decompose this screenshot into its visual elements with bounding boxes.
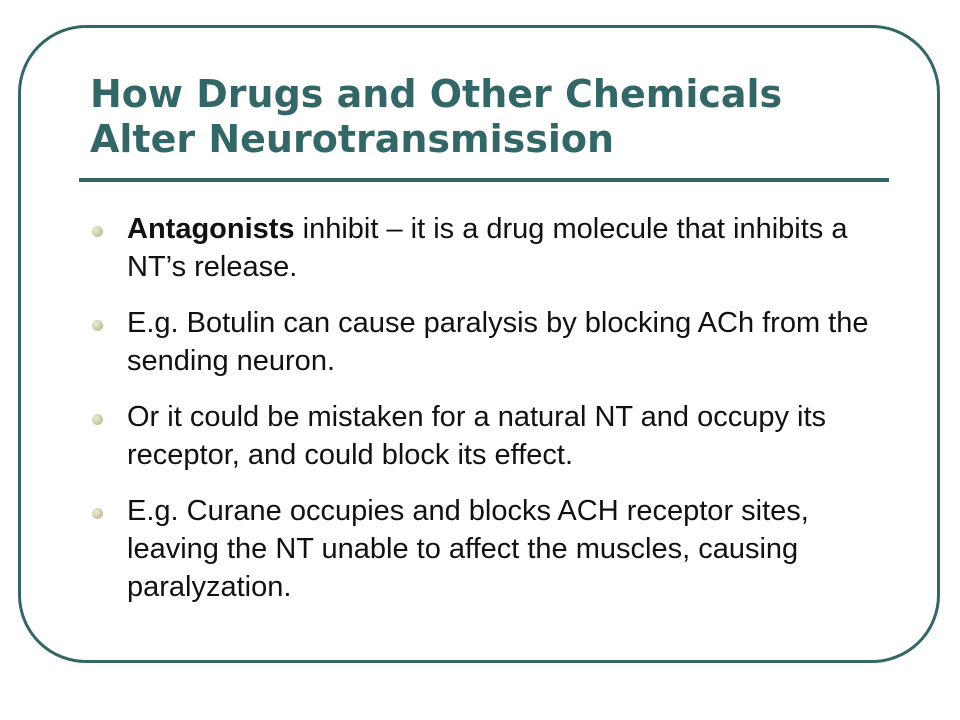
bullet-text: E.g. Botulin can cause paralysis by blocking ACh from the sending neuron.: [127, 307, 869, 377]
bullet-dot-icon: [92, 226, 103, 237]
bullet-text: inhibit – it is a drug molecule that inhibits a NT’s release.: [127, 213, 848, 283]
bullet-dot-icon: [92, 320, 103, 331]
bullet-item: [92, 304, 892, 380]
bullet-text: Or it could be mistaken for a natural NT and occupy its receptor, and could block its effect.: [127, 401, 827, 471]
slide-title-line-1: How Drugs and Other Chemicals: [90, 72, 783, 116]
bullet-text: E.g. Curane occupies and blocks ACH receptor sites, leaving the NT unable to affect the muscles, causing paralyzation.: [127, 495, 809, 603]
bullet-item: [92, 210, 892, 286]
slide-title-line-2: Alter Neurotransmission: [90, 117, 615, 161]
bullet-dot-icon: [92, 414, 103, 425]
bullet-list: [92, 210, 892, 624]
bullet-dot-icon: [92, 508, 103, 519]
slide-title: [90, 72, 910, 162]
bullet-item: [92, 492, 892, 606]
bullet-bold-term: Antagonists: [127, 213, 295, 245]
title-divider: [79, 178, 889, 182]
bullet-item: [92, 398, 892, 474]
